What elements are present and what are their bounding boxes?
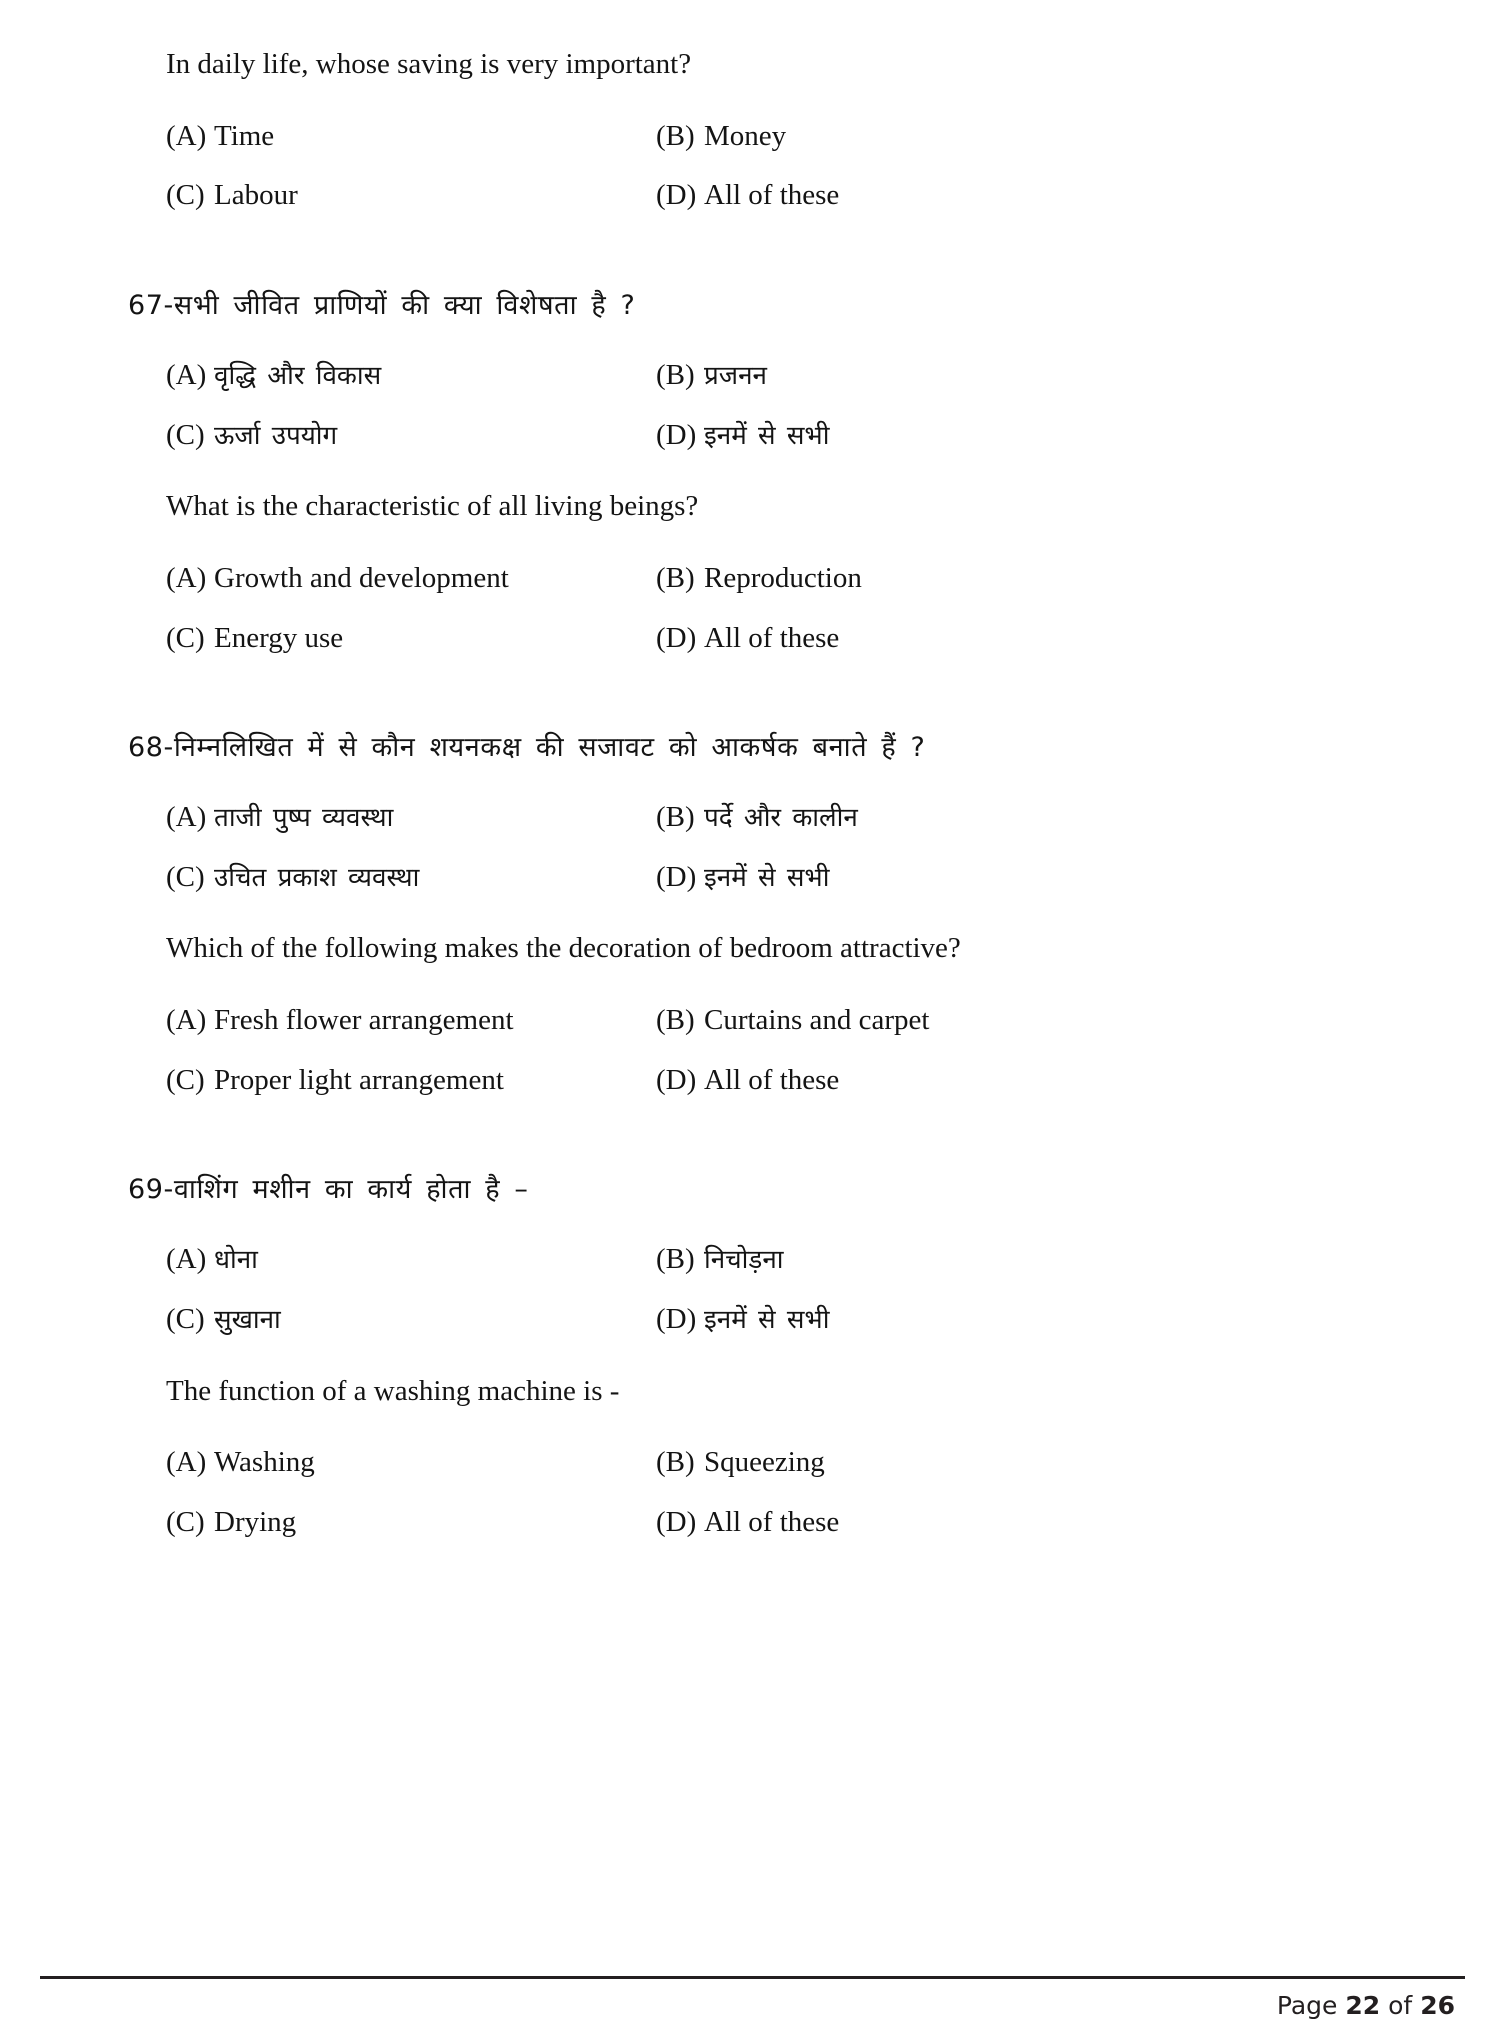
question-stem-hindi: वाशिंग मशीन का कार्य होता है – — [173, 1174, 529, 1206]
option-label: (A) — [166, 119, 207, 152]
question-block-68 — [128, 731, 1377, 1099]
option-row — [166, 620, 1377, 658]
question-heading-hindi — [128, 731, 1377, 765]
question-number: 67- — [128, 290, 174, 322]
question-block-69 — [128, 1173, 1377, 1541]
question-block-66-tail — [128, 46, 1377, 215]
page-footer — [40, 1976, 1465, 2020]
option-b[interactable] — [656, 1002, 1377, 1040]
option-row — [166, 1444, 1377, 1482]
option-b[interactable] — [656, 1444, 1377, 1482]
option-text: Time — [214, 119, 275, 152]
option-row — [166, 118, 1377, 156]
option-text: Squeezing — [704, 1446, 825, 1479]
options-english — [166, 1444, 1377, 1541]
option-label: (C) — [166, 1302, 205, 1335]
option-label: (C) — [166, 1505, 205, 1538]
option-label: (C) — [166, 418, 205, 451]
option-d[interactable] — [656, 1301, 1377, 1339]
option-label: (A) — [166, 1243, 207, 1276]
option-text: Fresh flower arrangement — [214, 1004, 514, 1037]
question-number: 68- — [128, 732, 174, 764]
option-c[interactable] — [166, 1504, 656, 1542]
option-c[interactable] — [166, 417, 656, 455]
option-d[interactable] — [656, 417, 1377, 455]
option-text: इनमें से सभी — [704, 420, 830, 451]
option-text: Curtains and carpet — [704, 1004, 930, 1037]
option-label: (B) — [656, 801, 695, 833]
option-text: Money — [704, 119, 787, 152]
option-text: उचित प्रकाश व्यवस्था — [214, 862, 420, 893]
option-row — [166, 799, 1377, 837]
footer-total-pages: 26 — [1420, 1991, 1455, 2020]
option-text: All of these — [704, 1063, 840, 1096]
option-c[interactable] — [166, 859, 656, 897]
option-d[interactable] — [656, 620, 1377, 658]
options-hindi — [166, 799, 1377, 896]
option-a[interactable] — [166, 357, 656, 395]
option-b[interactable] — [656, 799, 1377, 837]
option-text: All of these — [704, 1505, 840, 1538]
option-label: (C) — [166, 179, 205, 212]
option-d[interactable] — [656, 177, 1377, 215]
option-label: (C) — [166, 621, 205, 654]
footer-page-number: 22 — [1345, 1991, 1381, 2020]
option-label: (A) — [166, 358, 207, 391]
option-label: (C) — [166, 1063, 205, 1096]
option-c[interactable] — [166, 1062, 656, 1100]
option-label: (C) — [166, 860, 205, 893]
option-text: All of these — [704, 621, 840, 654]
option-a[interactable] — [166, 1241, 656, 1279]
option-label: (D) — [656, 621, 697, 654]
option-label: (B) — [656, 561, 695, 594]
option-row — [166, 1062, 1377, 1100]
option-text: Drying — [214, 1505, 297, 1538]
option-b[interactable] — [656, 357, 1377, 395]
option-d[interactable] — [656, 1504, 1377, 1542]
option-text: Washing — [214, 1446, 315, 1479]
option-text: प्रजनन — [704, 360, 767, 391]
question-stem-english: In daily life, whose saving is very important? — [166, 48, 692, 80]
question-stem-english: Which of the following makes the decoration of bedroom attractive? — [166, 932, 961, 965]
options-english — [166, 560, 1377, 657]
question-heading-hindi — [128, 289, 1377, 323]
option-text: निचोड़ना — [704, 1245, 784, 1276]
footer-middle: of — [1388, 1991, 1413, 2020]
options-english — [166, 118, 1377, 215]
option-row — [166, 1002, 1377, 1040]
question-stem-english: What is the characteristic of all living beings? — [166, 490, 699, 523]
footer-prefix: Page — [1276, 1991, 1338, 2020]
option-text: इनमें से सभी — [704, 1304, 830, 1335]
option-text: पर्दे और कालीन — [704, 803, 858, 833]
option-text: इनमें से सभी — [704, 862, 830, 893]
option-label: (B) — [656, 1446, 695, 1479]
option-a[interactable] — [166, 560, 656, 598]
options-english — [166, 1002, 1377, 1099]
option-a[interactable] — [166, 799, 656, 837]
options-hindi — [166, 1241, 1377, 1338]
option-b[interactable] — [656, 1241, 1377, 1279]
option-text: Labour — [214, 179, 298, 212]
option-text: वृद्धि और विकास — [214, 360, 382, 391]
option-d[interactable] — [656, 859, 1377, 897]
question-stem-english: The function of a washing machine is - — [166, 1374, 620, 1407]
option-text: ऊर्जा उपयोग — [214, 420, 338, 451]
question-heading-hindi — [128, 1173, 1377, 1207]
option-b[interactable] — [656, 560, 1377, 598]
option-text: Reproduction — [704, 561, 862, 594]
option-d[interactable] — [656, 1062, 1377, 1100]
option-row — [166, 417, 1377, 455]
option-label: (B) — [656, 1004, 695, 1037]
option-label: (A) — [166, 1004, 207, 1037]
option-row — [166, 177, 1377, 215]
option-label: (D) — [656, 179, 697, 212]
option-label: (A) — [166, 801, 207, 833]
option-b[interactable] — [656, 118, 1377, 156]
option-label: (A) — [166, 561, 207, 594]
option-row — [166, 1504, 1377, 1542]
option-text: All of these — [704, 179, 840, 212]
option-row — [166, 357, 1377, 395]
page-number-label — [40, 1991, 1465, 2020]
option-row — [166, 1301, 1377, 1339]
option-label: (D) — [656, 418, 697, 451]
option-text: Growth and development — [214, 561, 509, 594]
footer-divider — [40, 1976, 1465, 1979]
option-c[interactable] — [166, 177, 656, 215]
option-row — [166, 560, 1377, 598]
option-row — [166, 1241, 1377, 1279]
option-c[interactable] — [166, 620, 656, 658]
option-label: (B) — [656, 358, 695, 391]
option-text: Energy use — [214, 621, 344, 654]
question-number: 69- — [128, 1174, 174, 1206]
option-a[interactable] — [166, 1002, 656, 1040]
option-label: (B) — [656, 1243, 695, 1276]
option-text: धोना — [214, 1245, 258, 1276]
option-c[interactable] — [166, 1301, 656, 1339]
options-hindi — [166, 357, 1377, 454]
option-text: ताजी पुष्प व्यवस्था — [214, 803, 394, 833]
option-text: सुखाना — [214, 1304, 281, 1335]
option-label: (D) — [656, 1505, 697, 1538]
option-a[interactable] — [166, 118, 656, 156]
option-label: (A) — [166, 1446, 207, 1479]
option-label: (D) — [656, 1063, 697, 1096]
option-a[interactable] — [166, 1444, 656, 1482]
option-row — [166, 859, 1377, 897]
question-stem-hindi: सभी जीवित प्राणियों की क्या विशेषता है ? — [173, 290, 636, 322]
option-label: (D) — [656, 1302, 697, 1335]
option-label: (B) — [656, 119, 695, 152]
question-block-67 — [128, 289, 1377, 657]
question-stem-hindi: निम्नलिखित में से कौन शयनकक्ष की सजावट को आकर्षक बनाते हैं ? — [173, 732, 926, 764]
option-label: (D) — [656, 860, 697, 893]
option-text: Proper light arrangement — [214, 1063, 504, 1096]
